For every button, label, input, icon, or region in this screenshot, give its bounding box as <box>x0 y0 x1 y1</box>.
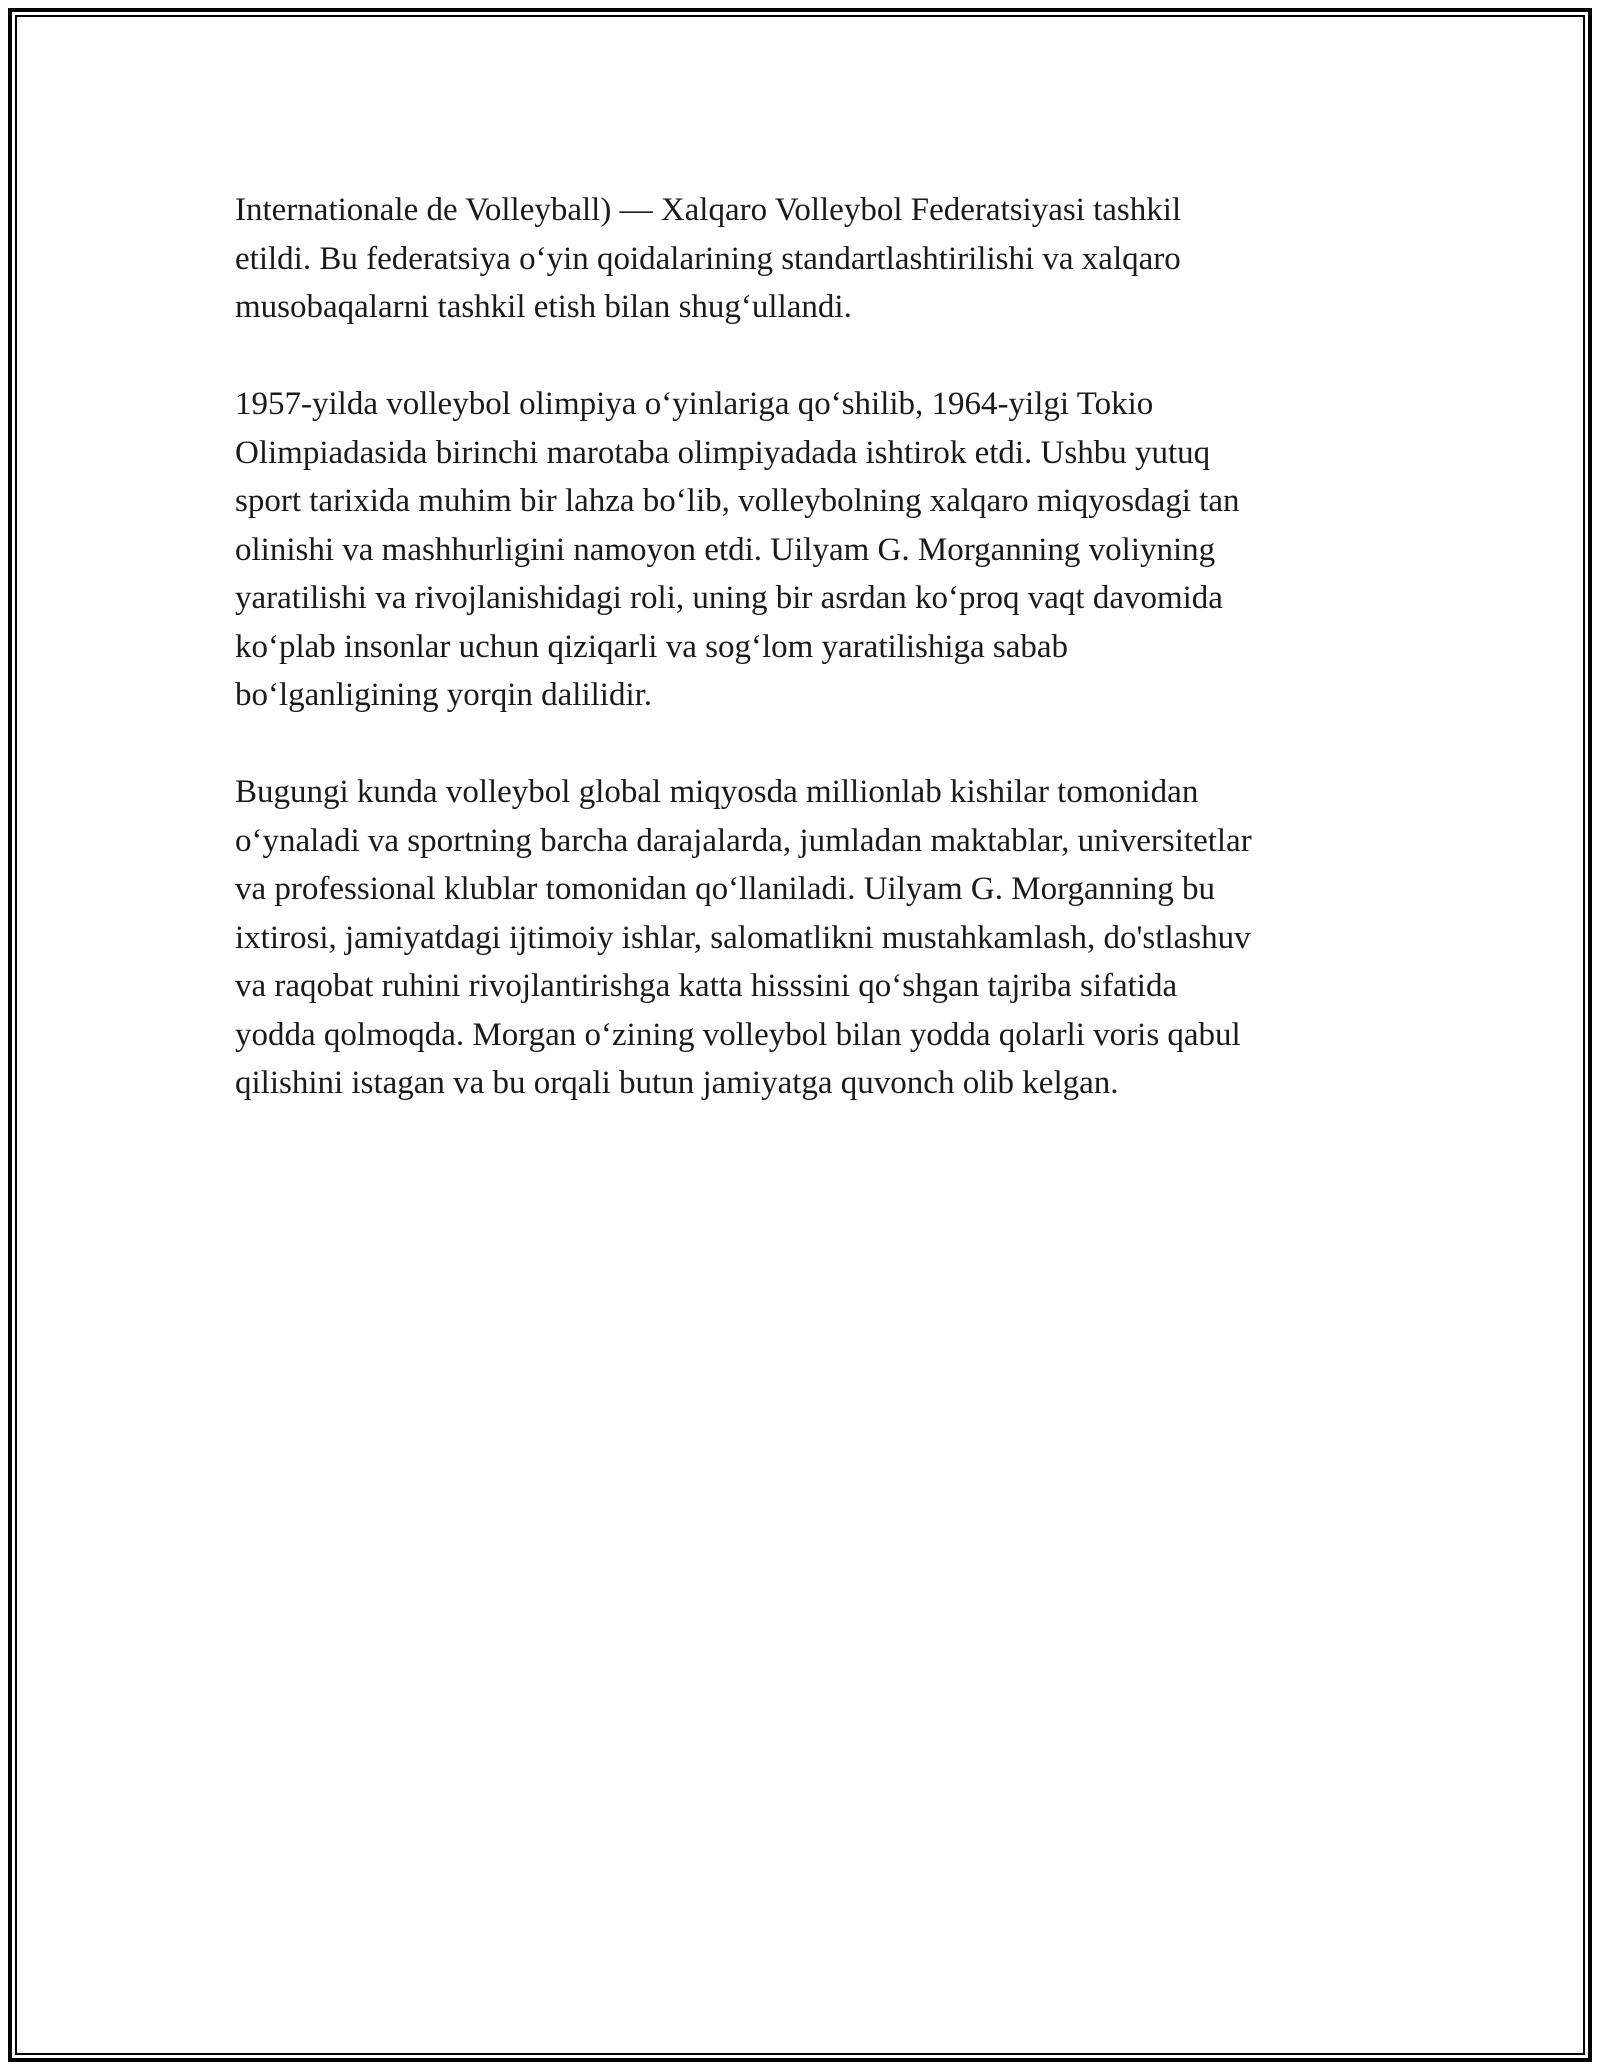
paragraph-federation: Internationale de Volleyball) — Xalqaro Volleybol Federatsiyasi tashkil etildi. Bu federatsiya o‘yin qoidalarining standartlashtirilishi va xalqaro musobaqalarni tashkil etish bilan shug‘ullandi. <box>235 192 1182 325</box>
document-body <box>235 186 1375 1156</box>
paragraph-olympics: 1957-yilda volleybol olimpiya o‘yinlariga qo‘shilib, 1964-yilgi Tokio Olimpiadasida birinchi marotaba olimpiyadada ishtirok etdi. Ushbu yutuq sport tarixida muhim bir lahza bo‘lib, volleybolning xalqaro miqyosdagi tan olinishi va mashhurligini namoyon etdi. Uilyam G. Morganning voliyning yaratilishi va rivojlanishidagi roli, uning bir asrdan ko‘proq vaqt davomida ko‘plab insonlar uchun qiziqarli va sog‘lom yaratilishiga sabab bo‘lganligining yorqin dalilidir. <box>235 386 1240 713</box>
paragraph-today: Bugungi kunda volleybol global miqyosda millionlab kishilar tomonidan o‘ynaladi va sportning barcha darajalarda, jumladan maktablar, universitetlar va professional klublar tomonidan qo‘llaniladi. Uilyam G. Morganning bu ixtirosi, jamiyatdagi ijtimoiy ishlar, salomatlikni mustahkamlash, do'stlashuv va raqobat ruhini rivojlantirishga katta hisssini qo‘shgan tajriba sifatida yodda qolmoqda. Morgan o‘zining volleybol bilan yodda qolarli voris qabul qilishini istagan va bu orqali butun jamiyatga quvonch olib kelgan. <box>235 774 1252 1101</box>
